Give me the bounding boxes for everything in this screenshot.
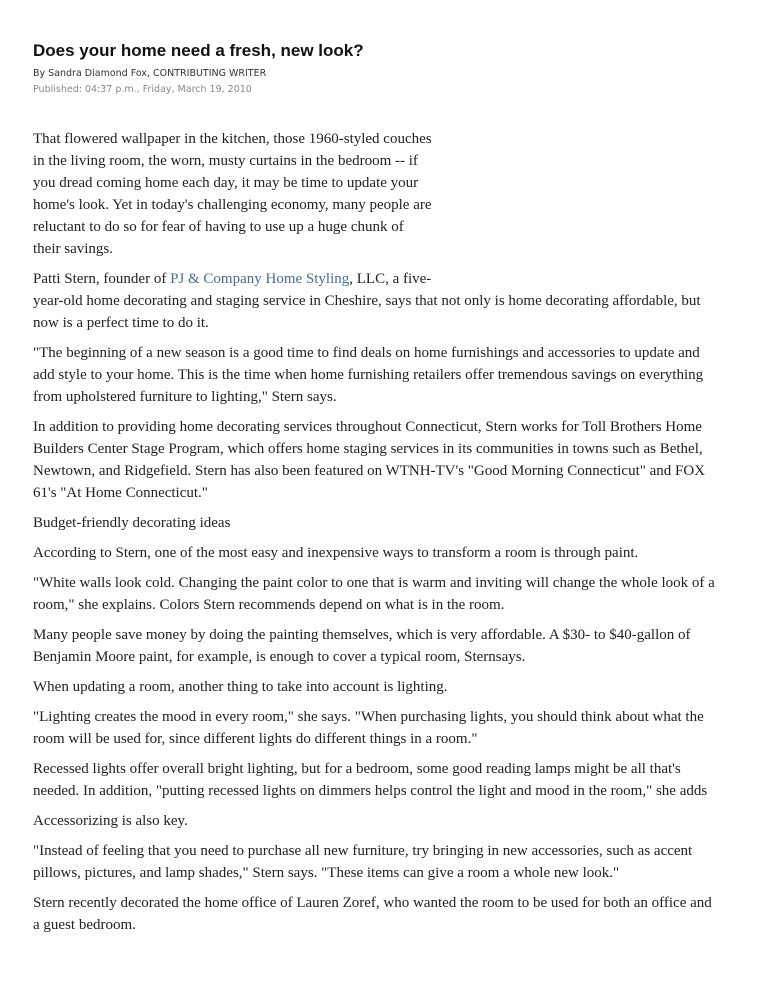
paragraph <box>33 676 753 698</box>
paragraph-line: Budget-friendly decorating ideas <box>33 515 231 531</box>
paragraph <box>33 758 753 802</box>
paragraph-line: room," she explains. Colors Stern recommends depend on what is in the room. <box>33 597 505 613</box>
paragraph <box>33 624 753 668</box>
paragraph-line: "The beginning of a new season is a good time to find deals on home furnishings and accessories to update and <box>33 345 700 361</box>
byline: By Sandra Diamond Fox, CONTRIBUTING WRITER <box>33 68 267 79</box>
paragraph <box>33 542 753 564</box>
paragraph <box>33 810 753 832</box>
article-body <box>33 128 753 936</box>
paragraph-line: a guest bedroom. <box>33 917 136 933</box>
paragraph-line: "Instead of feeling that you need to purchase all new furniture, try bringing in new accessories, such as accent <box>33 843 693 859</box>
paragraph-line: needed. In addition, "putting recessed lights on dimmers helps control the light and mood in the room," she adds <box>33 783 708 799</box>
paragraph <box>33 572 753 616</box>
paragraph-line: Recessed lights offer overall bright lighting, but for a bedroom, some good reading lamps might be all that's <box>33 761 681 777</box>
article-title: Does your home need a fresh, new look? <box>33 41 364 60</box>
paragraph-line: "White walls look cold. Changing the paint color to one that is warm and inviting will change the whole look of a <box>33 575 715 591</box>
paragraph-line: home's look. Yet in today's challenging economy, many people are <box>33 197 432 213</box>
paragraph-line: Many people save money by doing the painting themselves, which is very affordable. A $30- to $40-gallon of <box>33 627 691 643</box>
paragraph <box>33 840 753 884</box>
paragraph <box>33 892 753 936</box>
text: Patti Stern, founder of <box>33 271 171 287</box>
article <box>33 40 753 944</box>
paragraph-line: add style to your home. This is the time when home furnishing retailers offer tremendous savings on everything <box>33 367 704 383</box>
paragraph <box>33 342 753 408</box>
published-date: Published: 04:37 p.m., Friday, March 19, 2010 <box>33 84 252 95</box>
paragraph-line: That flowered wallpaper in the kitchen, those 1960-styled couches <box>33 131 432 147</box>
paragraph-line: their savings. <box>33 241 113 257</box>
paragraph <box>33 268 753 334</box>
paragraph-line: When updating a room, another thing to take into account is lighting. <box>33 679 448 695</box>
paragraph-line: In addition to providing home decorating services throughout Connecticut, Stern works for Toll Brothers Home <box>33 419 702 435</box>
paragraph <box>33 416 753 504</box>
paragraph-line: According to Stern, one of the most easy and inexpensive ways to transform a room is through paint. <box>33 545 639 561</box>
paragraph-line: now is a perfect time to do it. <box>33 315 209 331</box>
paragraph-line: reluctant to do so for fear of having to use up a huge chunk of <box>33 219 404 235</box>
paragraph-line: you dread coming home each day, it may be time to update your <box>33 175 419 191</box>
paragraph-line: Benjamin Moore paint, for example, is enough to cover a typical room, Sternsays. <box>33 649 526 665</box>
paragraph-line: from upholstered furniture to lighting," Stern says. <box>33 389 337 405</box>
paragraph-line: in the living room, the worn, musty curtains in the bedroom -- if <box>33 153 418 169</box>
pj-company-link[interactable]: PJ & Company Home Styling <box>170 271 350 287</box>
paragraph-line: Stern recently decorated the home office of Lauren Zoref, who wanted the room to be used for both an office and <box>33 895 712 911</box>
paragraph <box>33 512 753 534</box>
text: , LLC, a five- <box>349 271 432 287</box>
paragraph-line: Builders Center Stage Program, which offers home staging services in its communities in towns such as Bethel, <box>33 441 703 457</box>
paragraph-line: year-old home decorating and staging service in Cheshire, says that not only is home decorating affordable, but <box>33 293 701 309</box>
paragraph-line: 61's "At Home Connecticut." <box>33 485 208 501</box>
paragraph-line: Newtown, and Ridgefield. Stern has also been featured on WTNH-TV's "Good Morning Connecticut" and FOX <box>33 463 706 479</box>
paragraph-line <box>33 268 753 290</box>
paragraph-line: room will be used for, since different lights do different things in a room." <box>33 731 478 747</box>
paragraph-line: Accessorizing is also key. <box>33 813 188 829</box>
paragraph <box>33 128 753 260</box>
paragraph <box>33 706 753 750</box>
paragraph-line: "Lighting creates the mood in every room," she says. "When purchasing lights, you should think about what the <box>33 709 704 725</box>
paragraph-line: pillows, pictures, and lamp shades," Stern says. "These items can give a room a whole new look." <box>33 865 620 881</box>
